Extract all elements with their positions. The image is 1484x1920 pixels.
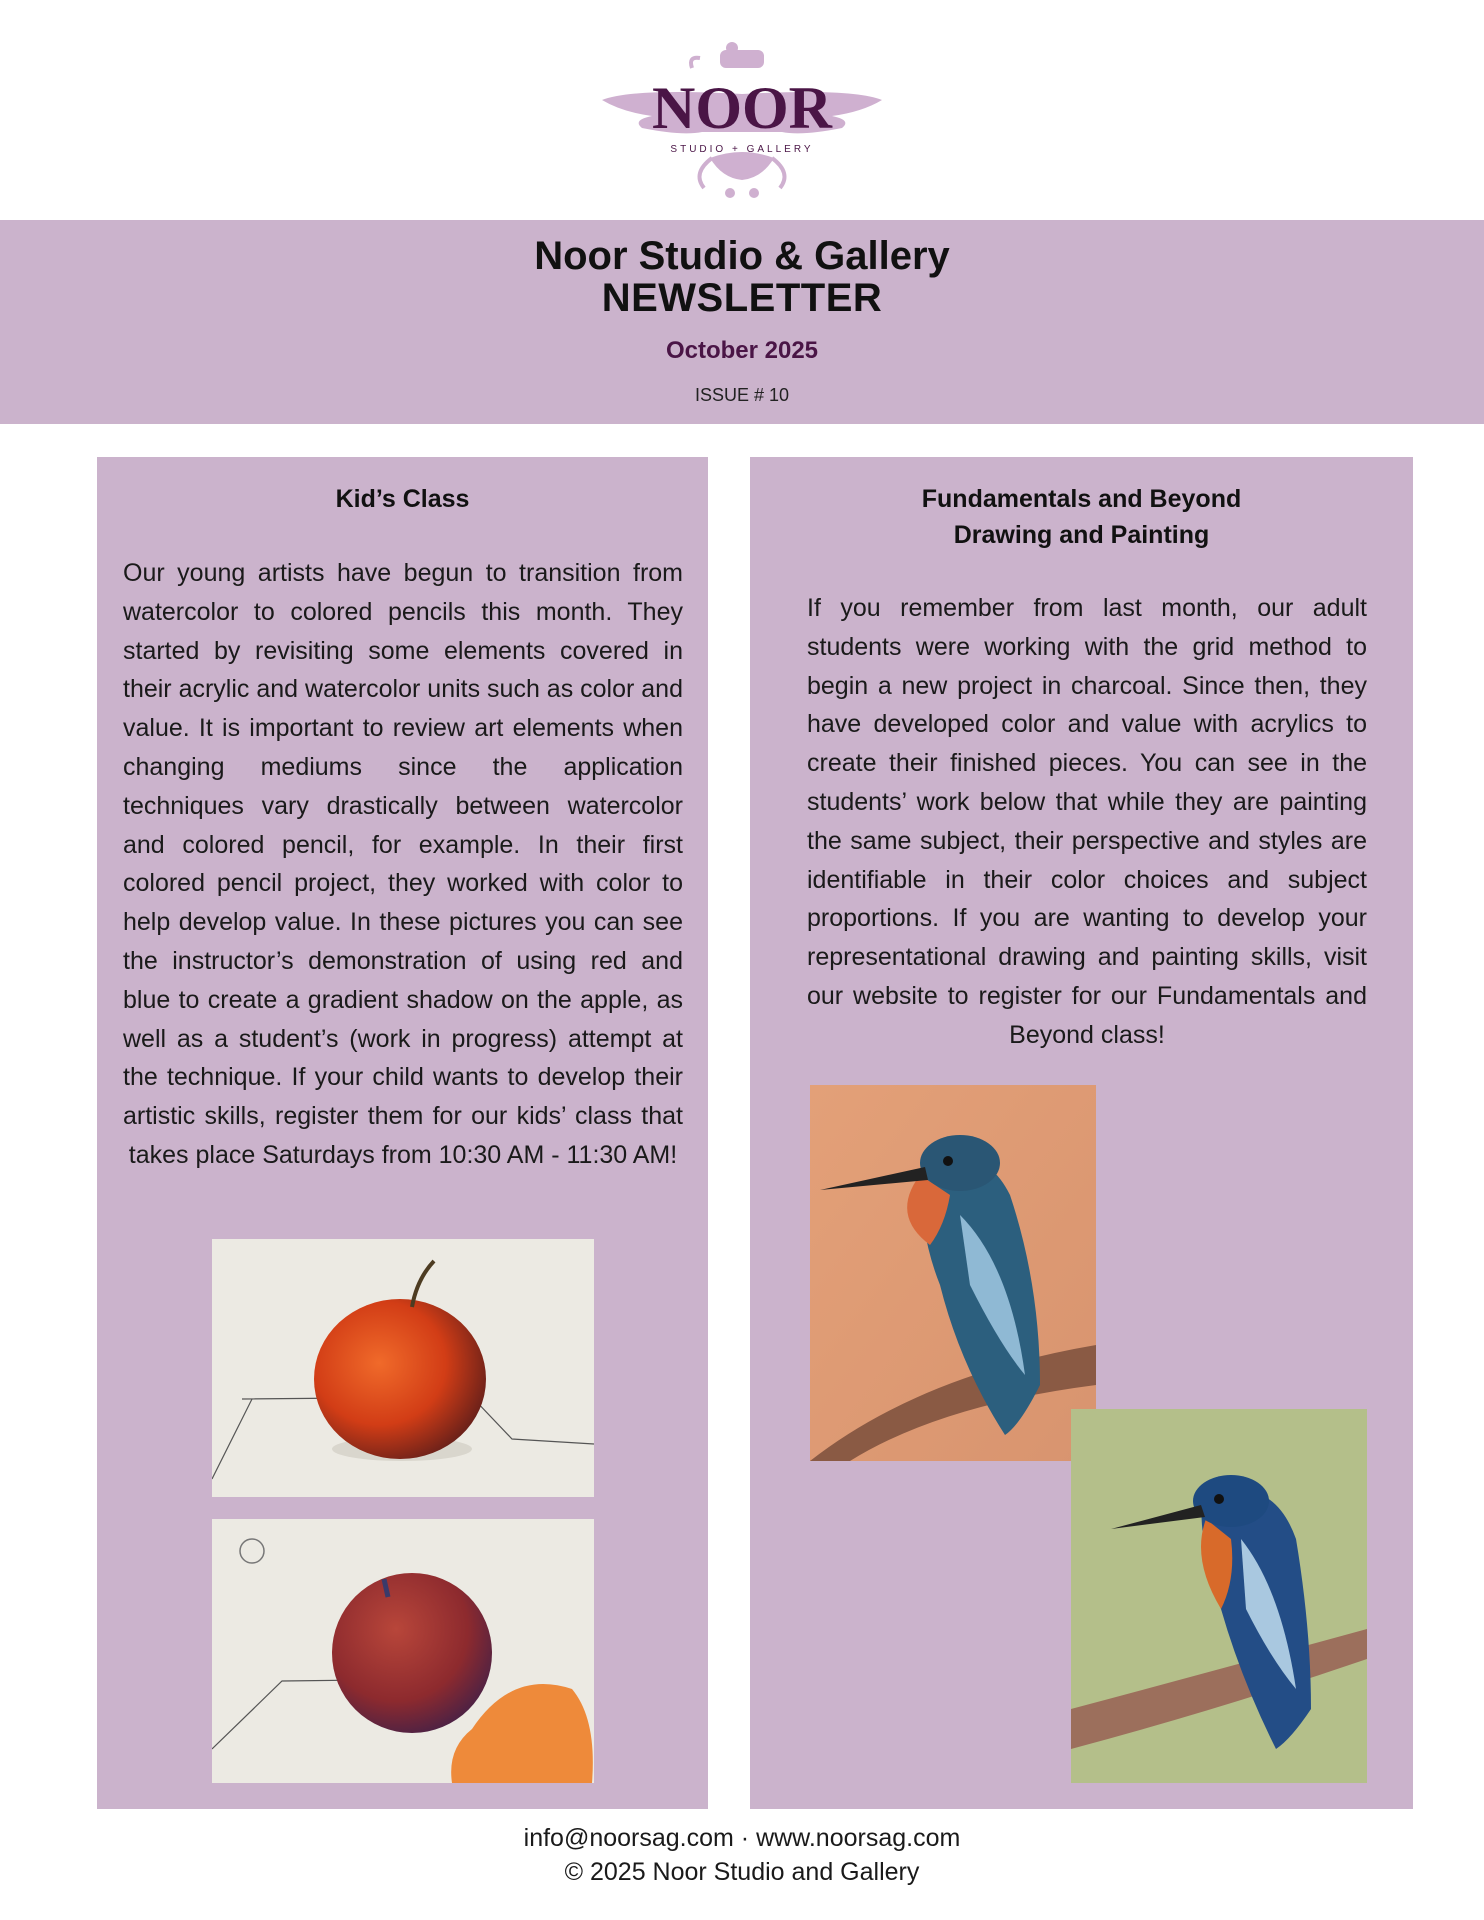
kids-class-body: Our young artists have begun to transition from watercolor to colored pencils this month. They started by revisiting some elements covered in their acrylic and watercolor units such as color and value. It is important to review art elements when changing mediums since the application techniques vary drastically between watercolor and colored pencil, for example. In their first colored pencil project, they worked with color to help develop value. In these pictures you can see the instructor’s demonstration of using red and blue to create a gradient shadow on the apple, as well as a student’s (work in progress) attempt at the technique. If your child wants to develop their artistic skills, register them for our kids’ class that takes place Saturdays from 10:30 AM - 11:30 AM! (123, 559, 683, 1169)
fundamentals-heading (750, 481, 1413, 553)
fundamentals-heading-line1: Fundamentals and Beyond (921, 485, 1242, 513)
newsletter-date: October 2025 (665, 337, 819, 364)
newsletter-subtitle: NEWSLETTER (601, 276, 883, 320)
fundamentals-body: If you remember from last month, our adult students were working with the grid method to begin a new project in charcoal. Since then, they have developed color and value with acrylics to create their finished pieces. You can see in the students’ work below that while they are painting the same subject, their perspective and styles are identifiable in their color choices and subject proportions. If you are wanting to develop your representational drawing and painting skills, visit our website to register for our Fundamentals and Beyond class! (807, 594, 1367, 1049)
newsletter-title: Noor Studio & Gallery (534, 234, 950, 278)
fundamentals-heading-line2: Drawing and Painting (953, 521, 1210, 549)
footer-copyright: © 2025 Noor Studio and Gallery (564, 1858, 920, 1886)
footer-contact: info@noorsag.com · www.noorsag.com (523, 1824, 961, 1852)
kids-class-heading: Kid’s Class (335, 485, 470, 513)
kids-class-panel (97, 457, 708, 1809)
apple-demo-image (212, 1239, 594, 1497)
newsletter-banner (0, 220, 1484, 424)
kingfisher-painting-1 (810, 1085, 1096, 1461)
issue-number: ISSUE # 10 (694, 385, 790, 405)
fundamentals-panel (750, 457, 1413, 1809)
kingfisher-painting-2 (1071, 1409, 1367, 1783)
logo-word: NOOR (652, 75, 832, 141)
apple-student-image (212, 1519, 594, 1783)
logo-tagline: STUDIO + GALLERY (670, 144, 814, 155)
noor-logo (592, 28, 892, 208)
